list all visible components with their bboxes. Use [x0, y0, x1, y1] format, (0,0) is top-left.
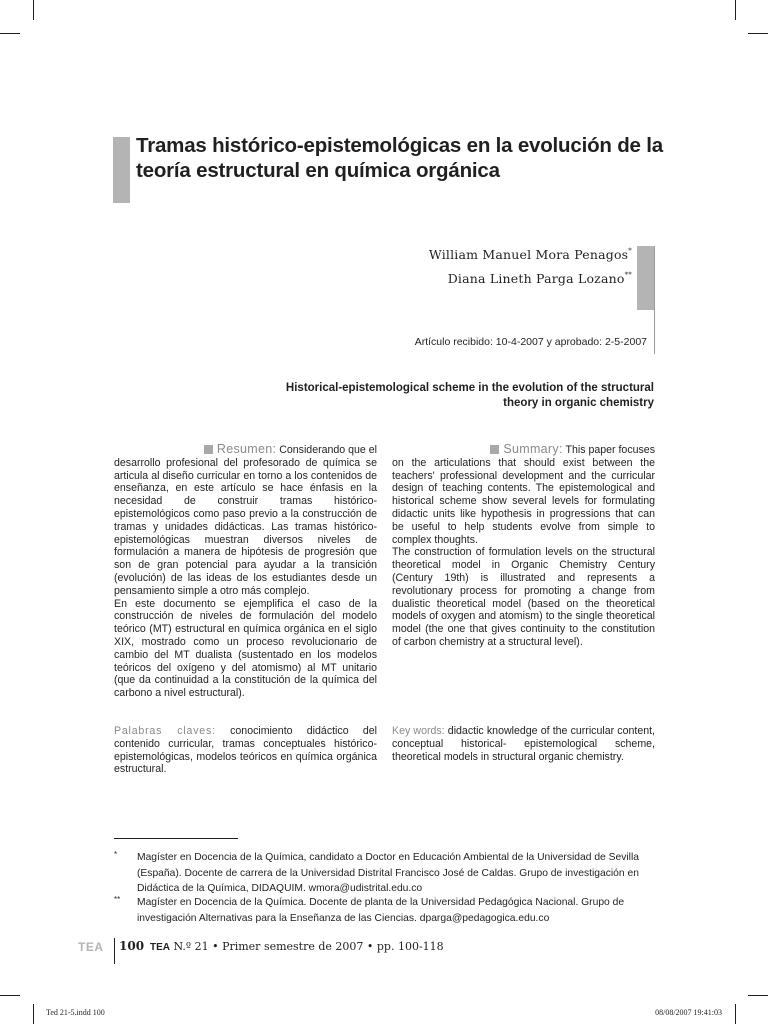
footnote-2: ** Magíster en Docencia de la Química. Docente de planta de la Universidad Pedagógica Nacional. Grupo de investigación Alternativas para la Enseñanza de las Ciencias. dparga@pedagogica.edu.co	[137, 895, 655, 926]
page-number: 100	[119, 939, 145, 953]
keywords-english: Key words: didactic knowledge of the curricular content, conceptual historical- epistemological scheme, theoretical models in structural organic chemistry.	[392, 725, 655, 763]
english-title: Historical-epistemological scheme in the evolution of the structural theory in organic chemistry	[285, 382, 654, 409]
keywords-spanish-label: Palabras claves:	[114, 725, 216, 737]
crop-mark	[748, 33, 768, 34]
footnote-1: * Magíster en Docencia de la Química, candidato a Doctor en Educación Ambiental de la Universidad de Sevilla (España). Docente de carrera de la Universidad Distrital Francisco José de Caldas. Grupo de investigación en Didáctica de la Química, DIDAQUIM. wmora@udistrital.edu.co	[137, 850, 655, 897]
author-2: Diana Lineth Parga Lozano**	[447, 271, 632, 286]
abstract-spanish	[114, 443, 377, 700]
footnote-2-mark: **	[114, 895, 121, 904]
issue-info: TEA N.º 21 • Primer semestre de 2007 • pp. 100-118	[150, 940, 444, 953]
crop-mark	[748, 995, 768, 996]
abstract-english-paragraph: on the articulations that should exist between the teachers' professional development and the curricular design of teaching contents. The epistemological and historical scheme show several levels for formulating didactic units like hypothesis in progressions that can be useful to help students evolve from simple to complex thoughts.	[392, 456, 655, 546]
summary-label: Summary:	[503, 442, 563, 456]
abstract-english-head: Summary: This paper focuses	[392, 443, 655, 457]
author-accent-bar	[637, 246, 654, 310]
author-2-mark: **	[624, 271, 632, 279]
author-list	[429, 241, 632, 289]
title-accent-bar	[113, 137, 130, 203]
abstract-spanish-paragraph: En este documento se ejemplifica el caso de la construcción de niveles de formulación del modelo teórico (MT) estructural en química orgánica en el siglo XIX, mostrado como un proceso revolucionario de cambio del MT dualista (sustentado en los modelos teóricos del oxígeno y del atomismo) al MT unitario (que da continuidad a la constitución de la química del carbono a nivel estructural).	[114, 597, 377, 700]
abstract-english	[392, 443, 655, 649]
abstract-spanish-paragraph: desarrollo profesional del profesorado de química se articula al diseño curricular en torno a los contenidos de enseñanza, en este artículo se hace énfasis en la necesidad de construir tramas histórico-epistemológicos como paso previo a la construcción de tramas y unidades didácticas. Las tramas histórico-epistemológicas muestran diversos niveles de formulación a manera de hipótesis de progresión que son de gran potencial para ayudar a la transición (evolución) de las ideas de los estudiantes desde un pensamiento simple a otro más complejo.	[114, 456, 377, 597]
crop-mark	[0, 995, 20, 996]
square-bullet-icon	[490, 445, 499, 454]
tea-logo: TEA	[78, 940, 104, 954]
keywords-english-label: Key words:	[392, 725, 445, 737]
crop-mark	[735, 0, 736, 20]
crop-mark	[0, 33, 20, 34]
author-1: William Manuel Mora Penagos*	[428, 247, 632, 262]
footnote-1-mark: *	[114, 850, 118, 859]
print-slug-timestamp: 08/08/2007 19:41:03	[655, 1008, 722, 1017]
keywords-spanish: Palabras claves: conocimiento didáctico del contenido curricular, tramas conceptuales histórico-epistemológicas, modelos teóricos en química orgánica estructural.	[114, 725, 377, 776]
author-1-mark: *	[628, 247, 632, 255]
print-slug-file: Ted 21-5.indd 100	[46, 1008, 105, 1017]
square-bullet-icon	[204, 445, 213, 454]
footer-divider-line	[114, 938, 115, 964]
crop-mark	[735, 1004, 736, 1024]
abstract-spanish-head: Resumen: Considerando que el	[114, 443, 377, 457]
crop-mark	[33, 0, 34, 20]
crop-mark	[33, 1004, 34, 1024]
author-divider-line	[654, 246, 655, 354]
abstract-english-paragraph: The construction of formulation levels on the structural theoretical model in Organic Chemistry Century (Century 19th) is illustrated and represents a revolutionary process for promoting a change from dualistic theoretical model (based on the theoretical models of oxygen and atomism) to the single theoretical model (the one that gives continuity to the constitution of carbon chemistry at a structural level).	[392, 546, 655, 648]
journal-logo: TEA	[150, 942, 170, 953]
received-date: Artículo recibido: 10-4-2007 y aprobado: 2-5-2007	[414, 336, 647, 348]
article-title: Tramas histórico-epistemológicas en la evolución de la teoría estructural en química orgánica	[136, 134, 663, 182]
resumen-label: Resumen:	[216, 442, 277, 456]
footnote-rule	[114, 838, 238, 839]
